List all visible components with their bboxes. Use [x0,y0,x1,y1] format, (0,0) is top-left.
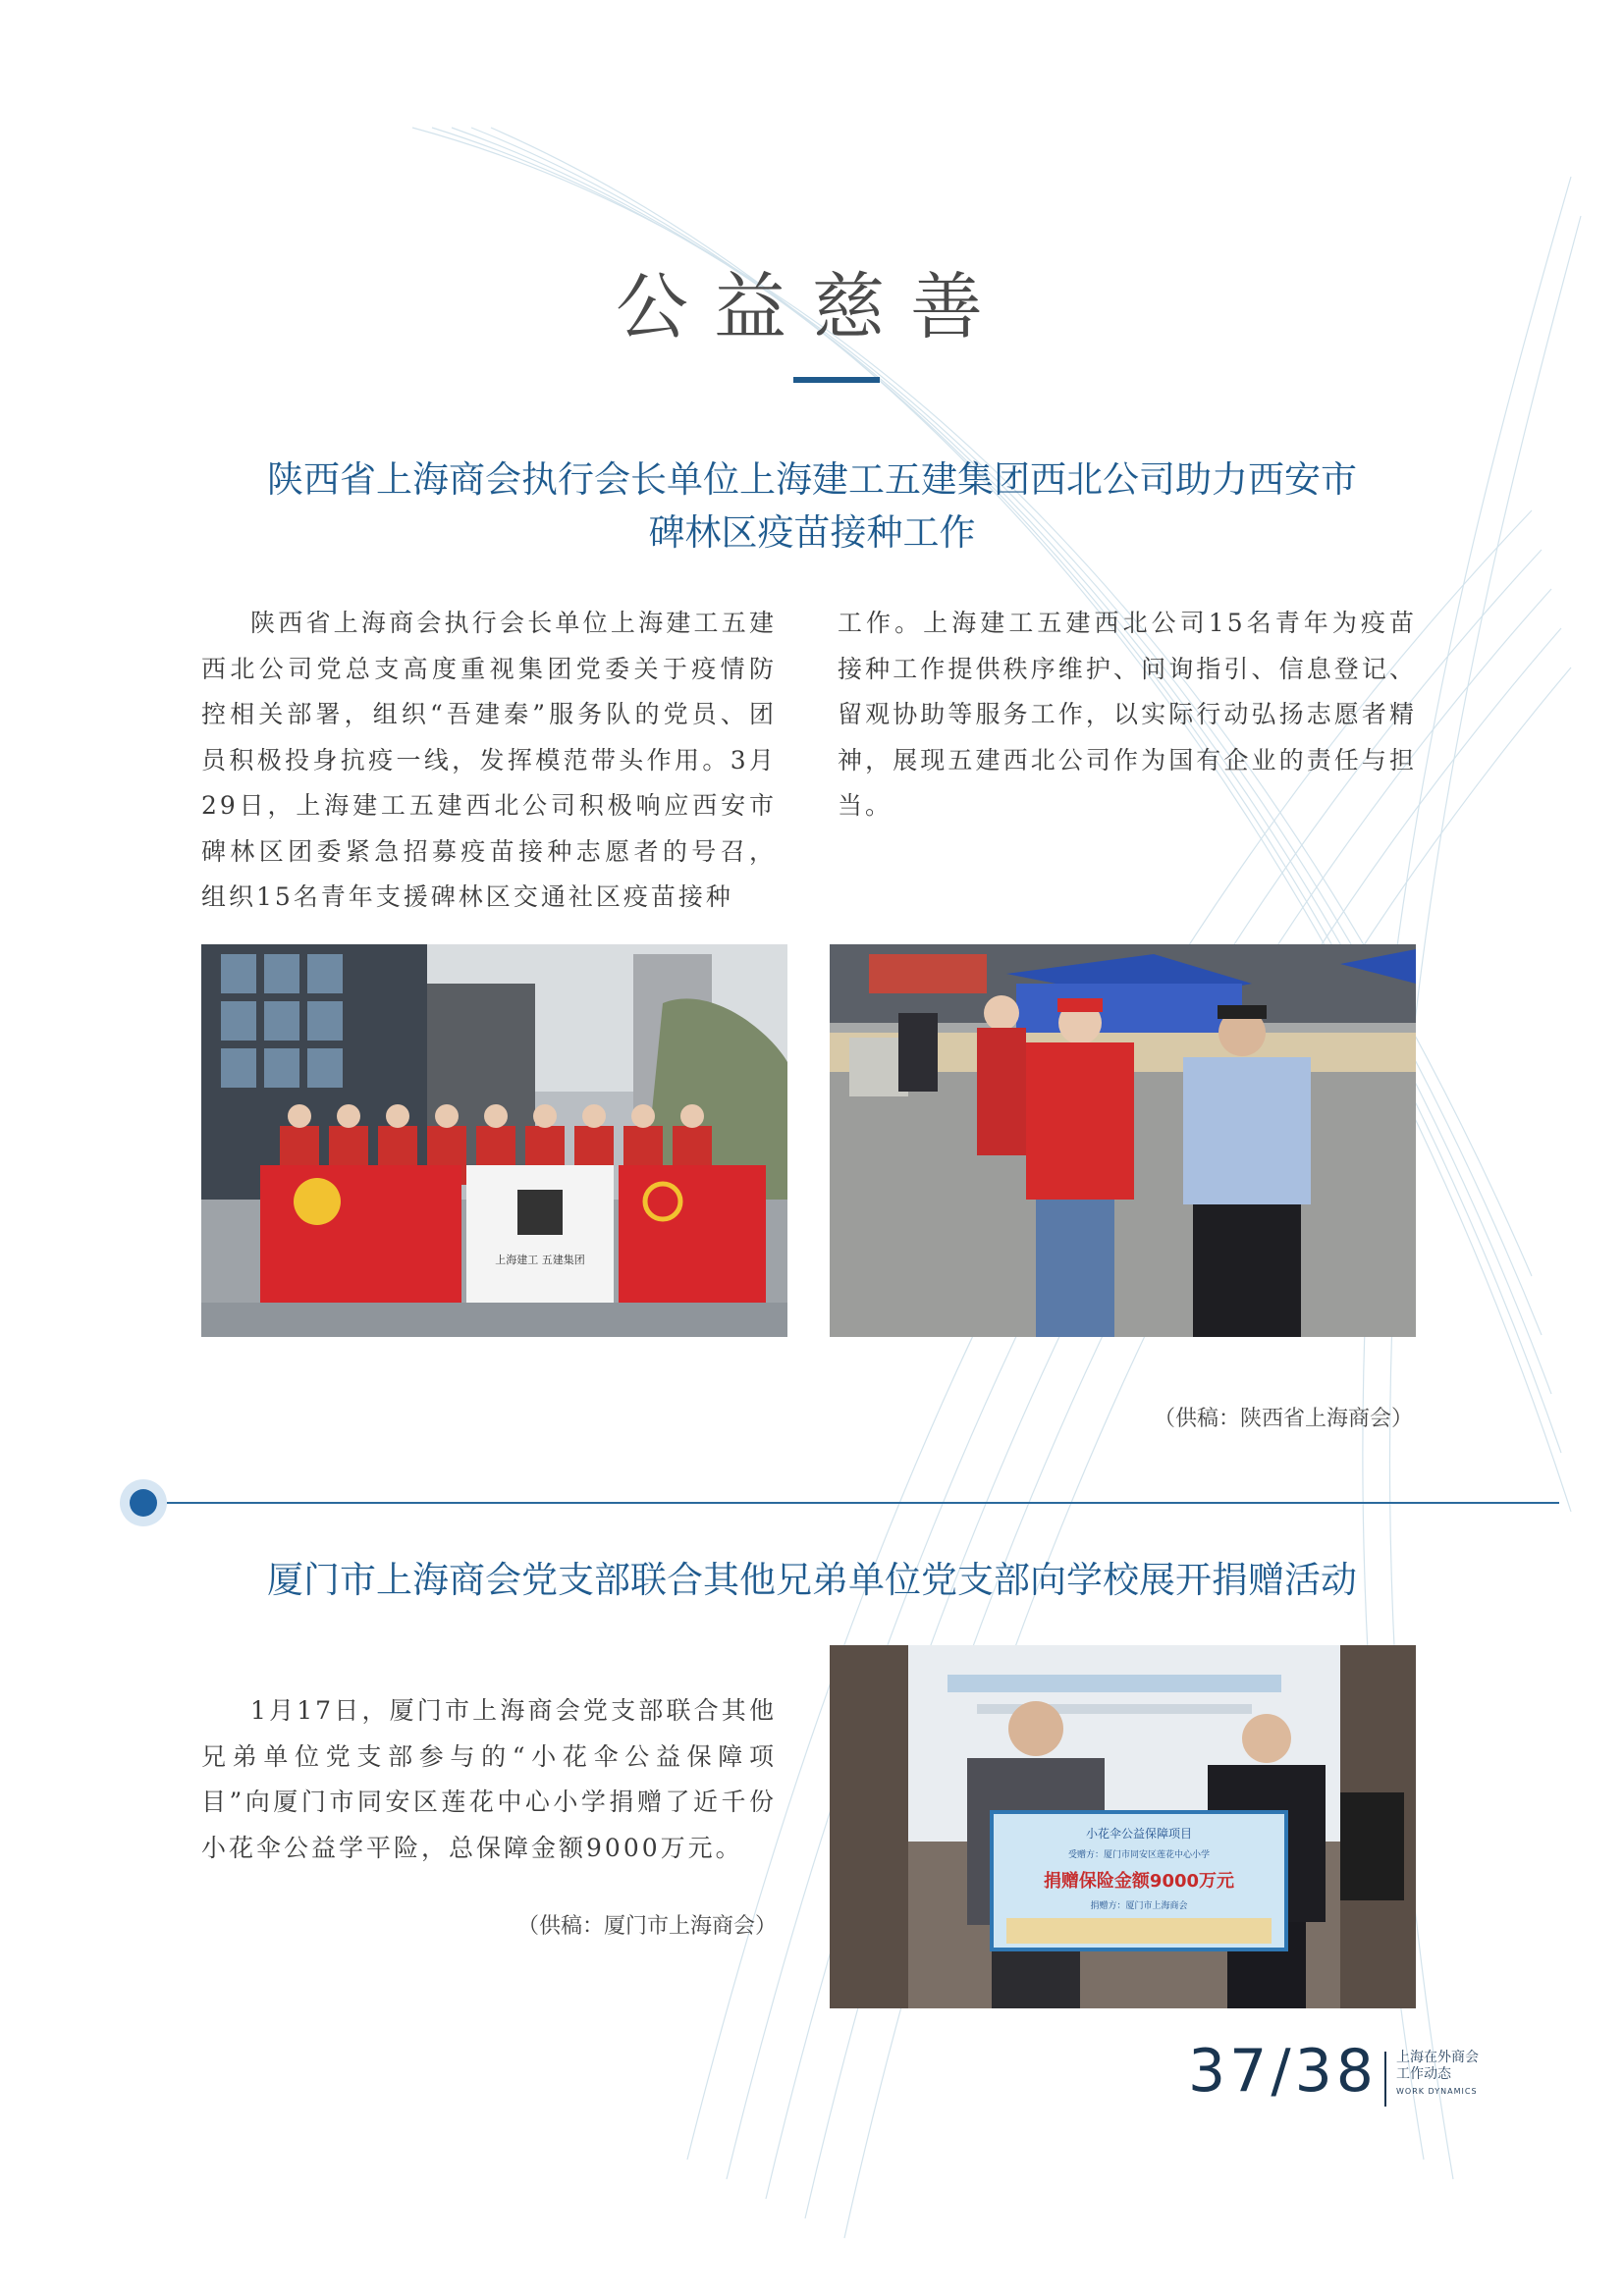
section-divider [145,1502,1559,1504]
article1-title-line1: 陕西省上海商会执行会长单位上海建工五建集团西北公司助力西安市 [267,458,1357,501]
footer-brand-english: WORK DYNAMICS [1396,2087,1478,2096]
article2-credit: （供稿：厦门市上海商会） [516,1914,777,1939]
article2-body: 1月17日，厦门市上海商会党支部联合其他兄弟单位党支部参与的“小花伞公益保障项目”向厦门市同安区莲花中心小学捐赠了近千份小花伞公益学平险，总保障金额9000万元。 [201,1696,777,1862]
footer-brand-line2: 工作动态 [1396,2066,1451,2082]
title-underline [793,377,880,383]
page-number: 37/38 [1188,2037,1378,2106]
vaccination-site-photo [830,944,1416,1337]
article1-title [177,454,1447,560]
board-line2: 受赠方：厦门市同安区莲花中心小学 [1067,1850,1211,1860]
footer-brand [1396,2050,1479,2100]
board-line3: 捐赠保险金额9000万元 [1043,1871,1235,1892]
article1-credit: （供稿：陕西省上海商会） [1153,1407,1413,1431]
article1-column1: 陕西省上海商会执行会长单位上海建工五建西北公司党总支高度重视集团党委关于疫情防控相关部署，组织“吾建秦”服务队的党员、团员积极投身抗疫一线，发挥模范带头作用。3月29日，上海建工五建西北公司积极响应西安市碑林区团委紧急招募疫苗接种志愿者的号召，组织15名青年支援碑林区交通社区疫苗接种 [201,609,777,911]
banner-text: 上海建工 五建集团 [495,1254,585,1266]
section-title: 公益慈善 [616,265,1008,349]
footer-brand-line1: 上海在外商会 [1396,2050,1479,2065]
article2-title: 厦门市上海商会党支部联合其他兄弟单位党支部向学校展开捐赠活动 [267,1559,1357,1601]
board-line4: 捐赠方：厦门市上海商会 [1090,1901,1188,1911]
donation-ceremony-photo [830,1645,1416,2008]
article1-title-line2: 碑林区疫苗接种工作 [648,511,976,554]
article1-column2: 工作。上海建工五建西北公司15名青年为疫苗接种工作提供秩序维护、问询指引、信息登记、留观协助等服务工作，以实际行动弘扬志愿者精神，展现五建西北公司作为国有企业的责任与担当。 [838,609,1417,820]
board-line1: 小花伞公益保障项目 [1085,1827,1193,1841]
volunteer-group-photo [201,944,787,1337]
divider-dot-icon [120,1479,167,1526]
footer-separator [1384,2052,1386,2107]
